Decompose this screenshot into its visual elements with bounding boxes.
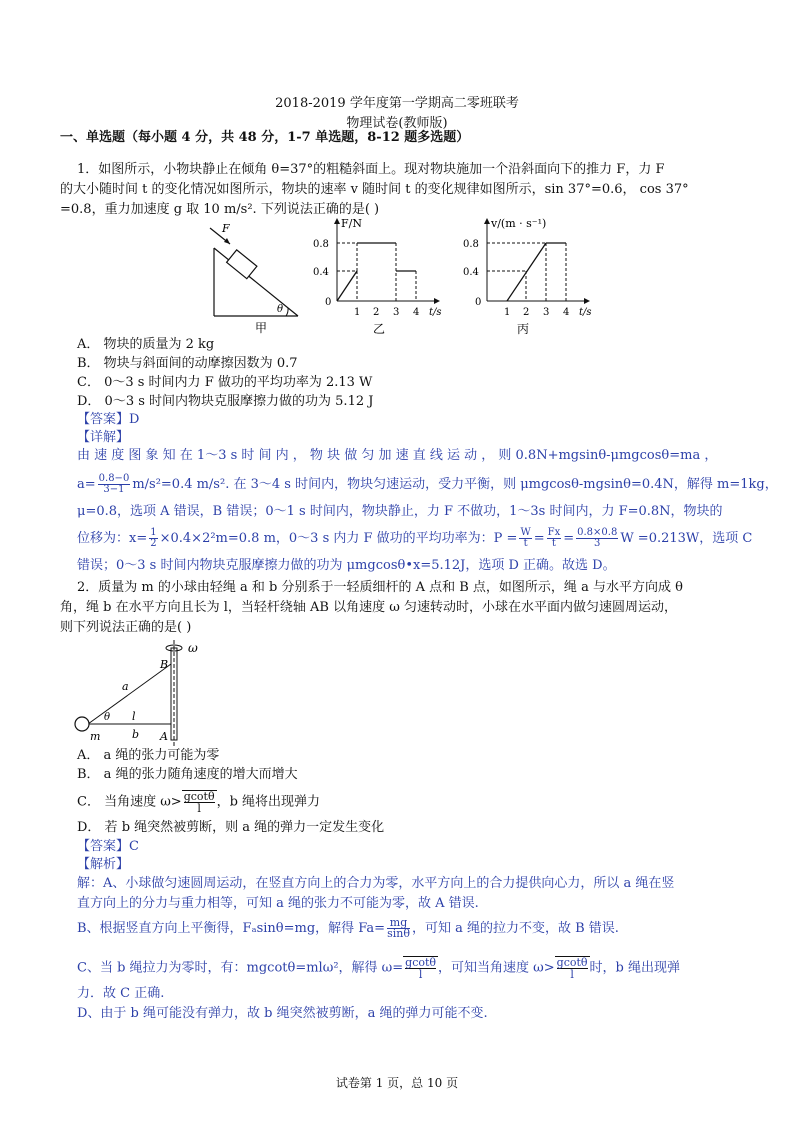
chart-F-xtick-3: 3 [393, 307, 400, 318]
q2-option-c: C． 当角速度 ω> $\frac{gcot\theta}{l}$ ，b 绳将出现弹力 [77, 790, 321, 815]
exam-subtitle: 物理试卷(教师版) [346, 116, 448, 131]
q2-detail-line4: C、当 b 绳拉力为零时，有：mgcotθ=mlω²，解得 ω= $\frac{gcot\theta}{l}$ ，可知当角速度 ω> $\frac{gcot\theta}{l}$ 时，b 绳出现弹 [77, 956, 681, 981]
figure-incline [200, 220, 310, 340]
angle-theta-label: θ [277, 304, 284, 315]
q2-detail-line6: D、由于 b 绳可能没有弹力，故 b 绳突然被剪断，a 绳的弹力可能不变. [77, 1006, 488, 1021]
q2-angle-theta-label: θ [104, 712, 111, 723]
frac-power-2: $\frac{Fx}{t}$ [547, 527, 561, 549]
q1-option-a: A． 物块的质量为 2 kg [77, 337, 215, 352]
q2-detail-line1: 解：A、小球做匀速圆周运动，在竖直方向上的合力为零，水平方向上的合力提供向心力，所以 a 绳在竖 [77, 876, 675, 891]
q1-option-c: C． 0～3 s 时间内力 F 做功的平均功率为 2.13 W [77, 375, 373, 390]
figure-jia-label: 甲 [255, 321, 268, 335]
q2-stem-line2: 角，绳 b 在水平方向且长为 l，当轻杆绕轴 AB 以角速度 ω 匀速转动时，小球在水平面内做匀速圆周运动， [60, 600, 677, 615]
frac-acceleration: $\frac{0.8-0}{3-1}$ [98, 473, 130, 495]
chart-v-xtick-1: 1 [504, 307, 511, 318]
q2-detail-line3: B、根据竖直方向上平衡得，Fₐsinθ=mg，解得 Fa= $\frac{mg}{\sin\theta}$ ，可知 a 绳的拉力不变，故 B 错误. [77, 916, 619, 940]
q2-detail-line5: 力．故 C 正确. [77, 986, 165, 1001]
q2-stem-line3: 则下列说法正确的是( ) [60, 620, 192, 635]
chart-F-ylabel: F/N [341, 217, 362, 230]
q2-option-d: D． 若 b 绳突然被剪断，则 a 绳的弹力一定发生变化 [77, 820, 385, 835]
q2-detail-label: 【解析】 [77, 857, 130, 872]
chart-v-t [455, 215, 605, 340]
chart-F-ytick-0: 0 [325, 297, 332, 308]
page-footer: 试卷第 1 页，总 10 页 [335, 1076, 459, 1090]
q1-stem-line3: =0.8，重力加速度 g 取 10 m/s². 下列说法正确的是( ) [60, 202, 380, 217]
sqrt-condition-omega: $\frac{gcot\theta}{l}$ [556, 956, 588, 981]
q2-option-b: B． a 绳的张力随角速度的增大而增大 [77, 767, 298, 782]
q1-detail-line2: a= $\frac{0.8-0}{3-1}$ m/s²=0.4 m/s². 在 3～4 s 时间内，物块匀速运动，受力平衡，则 μmgcosθ-mgsinθ=0.4N，解得 m=1kg， [77, 473, 778, 495]
q2-option-a: A． a 绳的张力可能为零 [77, 748, 220, 763]
figure-yi-label: 乙 [373, 322, 386, 336]
chart-F-xtick-1: 1 [354, 307, 361, 318]
mass-m-label: m [90, 730, 101, 743]
length-l-label: l [132, 710, 136, 723]
q1-detail-line5: 错误；0～3 s 时间内物块克服摩擦力做的功为 μmgcosθ•x=5.12J，选项 D 正确。故选 D。 [77, 558, 616, 573]
q1-answer: 【答案】D [77, 412, 140, 427]
section-heading: 一、单选题（每小题 4 分，共 48 分，1-7 单选题，8-12 题多选题） [60, 130, 470, 145]
figure-bing-label: 丙 [517, 322, 530, 336]
chart-F-xtick-2: 2 [373, 307, 380, 318]
chart-v-xlabel: t/s [579, 307, 592, 318]
exam-title: 2018-2019 学年度第一学期高二零班联考 [275, 96, 519, 111]
frac-half: $\frac{1}{2}$ [150, 527, 157, 549]
q2-detail-line2: 直方向上的分力与重力相等，可知 a 绳的张力不可能为零，故 A 错误. [77, 896, 479, 911]
chart-v-xtick-4: 4 [563, 307, 570, 318]
q2-answer: 【答案】C [77, 839, 139, 854]
figure-rotating-rod [70, 638, 210, 748]
sqrt-option-c: $\frac{gcot\theta}{l}$ [183, 790, 215, 815]
chart-F-xlabel: t/s [429, 307, 442, 318]
chart-v-ytick-08: 0.8 [463, 239, 479, 250]
sqrt-solve-omega: $\frac{gcot\theta}{l}$ [405, 956, 437, 981]
frac-tension: $\frac{mg}{\sin\theta}$ [387, 916, 410, 940]
point-A-label: A [160, 730, 168, 743]
chart-F-ytick-04: 0.4 [313, 267, 329, 278]
chart-v-ytick-0: 0 [475, 297, 482, 308]
q1-detail-label: 【详解】 [77, 430, 130, 445]
force-F-label: F [222, 222, 230, 235]
chart-v-xtick-3: 3 [543, 307, 550, 318]
chart-v-xtick-2: 2 [523, 307, 530, 318]
frac-power-3: $\frac{0.8\times 0.8}{3}$ [577, 527, 618, 549]
omega-label: ω [188, 641, 198, 655]
chart-v-ylabel: v/(m · s⁻¹) [491, 217, 547, 230]
chart-F-xtick-4: 4 [413, 307, 420, 318]
q1-option-b: B． 物块与斜面间的动摩擦因数为 0.7 [77, 356, 298, 371]
chart-v-ytick-04: 0.4 [463, 267, 479, 278]
chart-F-t [305, 215, 455, 340]
q1-option-d: D． 0～3 s 时间内物块克服摩擦力做的功为 5.12 J [77, 394, 374, 409]
q1-detail-line4: 位移为：x= $\frac{1}{2}$ ×0.4×2²m=0.8 m，0～3 s 内力 F 做功的平均功率为：P = $\frac{W}{t}$ = $\frac{Fx}{t}$ = $\frac{0.8\times 0.8}{3}$ W =0.213W，选项 C [77, 527, 753, 549]
chart-F-segment-rise [337, 271, 357, 301]
rope-b-label: b [132, 728, 140, 741]
frac-power-1: $\frac{W}{t}$ [520, 527, 531, 549]
q1-stem-line1: 1．如图所示，小物块静止在倾角 θ=37°的粗糙斜面上。现对物块施加一个沿斜面向下的推力 F，力 F [77, 162, 665, 177]
chart-F-ytick-08: 0.8 [313, 239, 329, 250]
q1-detail-line1: 由 速 度 图 象 知 在 1～3 s 时 间 内 ， 物 块 做 匀 加 速 直 线 运 动 ， 则 0.8N+mgsinθ-μmgcosθ=ma ， [77, 448, 718, 463]
q1-detail-line3: μ=0.8，选项 A 错误，B 错误；0～1 s 时间内，物块静止，力 F 不做功，1～3s 时间内，力 F=0.8N，物块的 [77, 504, 723, 519]
q1-stem-line2: 的大小随时间 t 的变化情况如图所示，物块的速率 v 随时间 t 的变化规律如图所示，sin 37°=0.6， cos 37° [60, 182, 689, 197]
q2-stem-line1: 2．质量为 m 的小球由轻绳 a 和 b 分别系于一轻质细杆的 A 点和 B 点，如图所示，绳 a 与水平方向成 θ [77, 580, 683, 595]
rope-a-label: a [122, 680, 129, 693]
frac-a-prefix: a= [77, 477, 96, 492]
point-B-label: B [160, 658, 169, 671]
